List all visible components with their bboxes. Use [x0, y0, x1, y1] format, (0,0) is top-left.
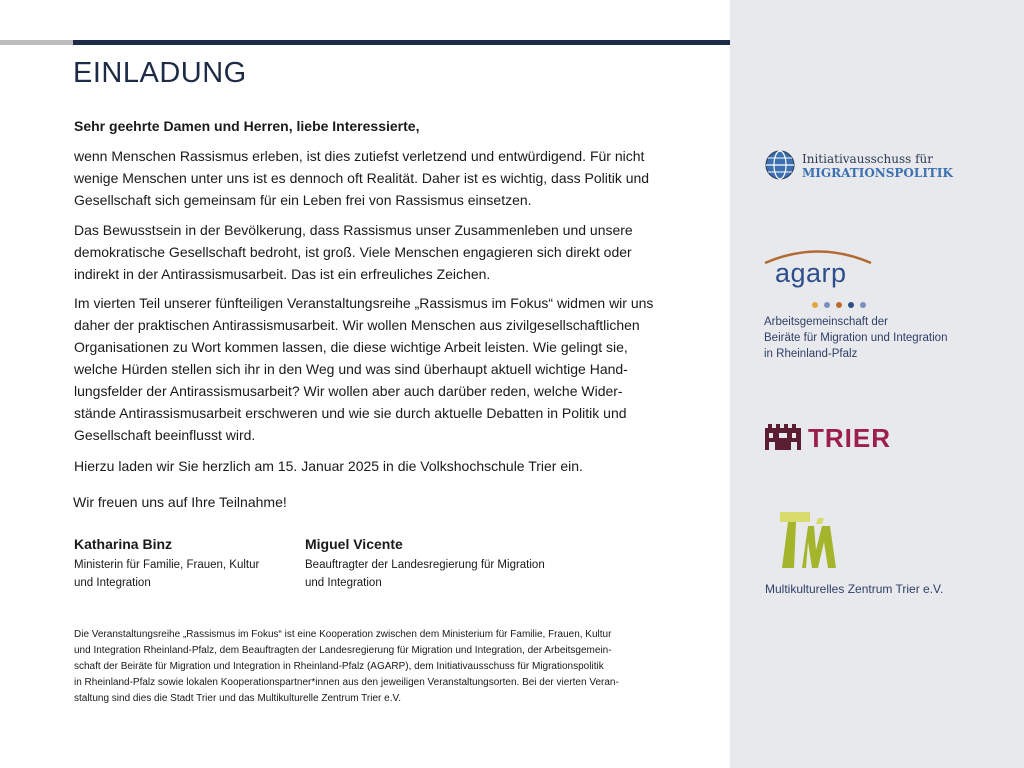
invitation-sentence: Hierzu laden wir Sie herzlich am 15. Januar 2025 in die Volkshochschule Trier ein.: [74, 458, 583, 474]
dot-icon: [836, 302, 842, 308]
agarp-wordmark: agarp: [775, 258, 847, 288]
signatory-name: Katharina Binz: [74, 536, 173, 552]
signature-block-binz: [74, 536, 294, 592]
logo-text-line-2: MIGRATIONSPOLITIK: [802, 166, 953, 180]
porta-nigra-icon: [765, 424, 805, 452]
paragraph-2: Das Bewusstsein in der Bevölkerung, dass Rassismus unser Zusammenleben und unsere demokratische Gesellschaft bedroht, ist groß. Viele Menschen engagieren sich direkt oder indirekt in der Antirassismusarbeit. Das ist ein erfreuliches Zeichen.: [74, 222, 633, 282]
signatory-name: Miguel Vicente: [305, 536, 403, 552]
salutation: Sehr geehrte Damen und Herren, liebe Interessierte,: [74, 118, 420, 134]
header-rule-navy: [73, 40, 730, 45]
paragraph-1: wenn Menschen Rassismus erleben, ist dies zutiefst verletzend und entwürdigend. Für nicht wenige Menschen unter uns ist es dennoch oft Realität. Daher ist es wichtig, dass Politik und Gesellschaft sich gemeinsam für ein Leben frei von Rassismus einsetzen.: [74, 148, 650, 208]
page-title: EINLADUNG: [73, 57, 247, 89]
signatory-role: Beauftragter der Landesregierung für Migration und Integration: [305, 559, 545, 589]
agarp-caption: Arbeitsgemeinschaft der Beiräte für Migration und Integration in Rheinland-Pfalz: [764, 316, 948, 360]
partner-logos-sidebar: [730, 0, 1024, 768]
dot-icon: [812, 302, 818, 308]
globe-icon: [765, 150, 795, 180]
dot-icon: [824, 302, 830, 308]
paragraph-3: Im vierten Teil unserer fünfteiligen Veranstaltungsreihe „Rassismus im Fokus“ widmen wir uns daher der praktischen Antirassismusarbeit. Wir wollen Menschen aus zivilgesellschaftlichen Organisationen zu Wort kommen lassen, die diese wichtige Arbeit leisten. Wie gelingt sie, welche Hürden stellen sich ihr in den Weg und was sind überhaupt aktuell wichtige Hand- lungsfelder der Antirassismusarbeit? Wir wollen aber auch darüber reden, welche Wider- stände Antirassismusarbeit erschweren und wie sie durch aktuelle Debatten in Politik und Gesellschaft beeinflusst wird.: [74, 295, 654, 443]
cooperation-footnote: Die Veranstaltungsreihe „Rassismus im Fokus“ ist eine Kooperation zwischen dem Ministerium für Familie, Frauen, Kultur und Integration Rheinland-Pfalz, dem Beauftragten der Landesregierung für Migration und Integration, der Arbeitsgemein- schaft der Beiräte für Migration und Integration in Rheinland-Pfalz (AGARP), dem Initiativausschuss für Migrationspolitik in Rheinland-Pfalz sowie lokalen Kooperationspartner*innen aus den jeweiligen Veranstaltungsorten. Bei der vierten Veran- staltung sind dies die Stadt Trier und das Multikulturelle Zentrum Trier e.V.: [74, 629, 619, 704]
trier-logo: [765, 424, 915, 454]
signature-block-vicente: [305, 536, 565, 592]
color-dots: [812, 295, 872, 313]
mz-logo-icon: [778, 508, 846, 576]
logo-text-line-1: Initiativausschuss für: [802, 152, 933, 166]
header-rule-grey: [0, 40, 73, 45]
signatory-role: Ministerin für Familie, Frauen, Kultur und Integration: [74, 559, 260, 589]
agarp-logo: [763, 246, 873, 306]
dot-icon: [848, 302, 854, 308]
closing-sentence: Wir freuen uns auf Ihre Teilnahme!: [73, 494, 287, 510]
mz-caption: Multikulturelles Zentrum Trier e.V.: [765, 582, 944, 596]
initiativausschuss-logo: [765, 148, 965, 184]
trier-wordmark: TRIER: [808, 423, 891, 453]
dot-icon: [860, 302, 866, 308]
